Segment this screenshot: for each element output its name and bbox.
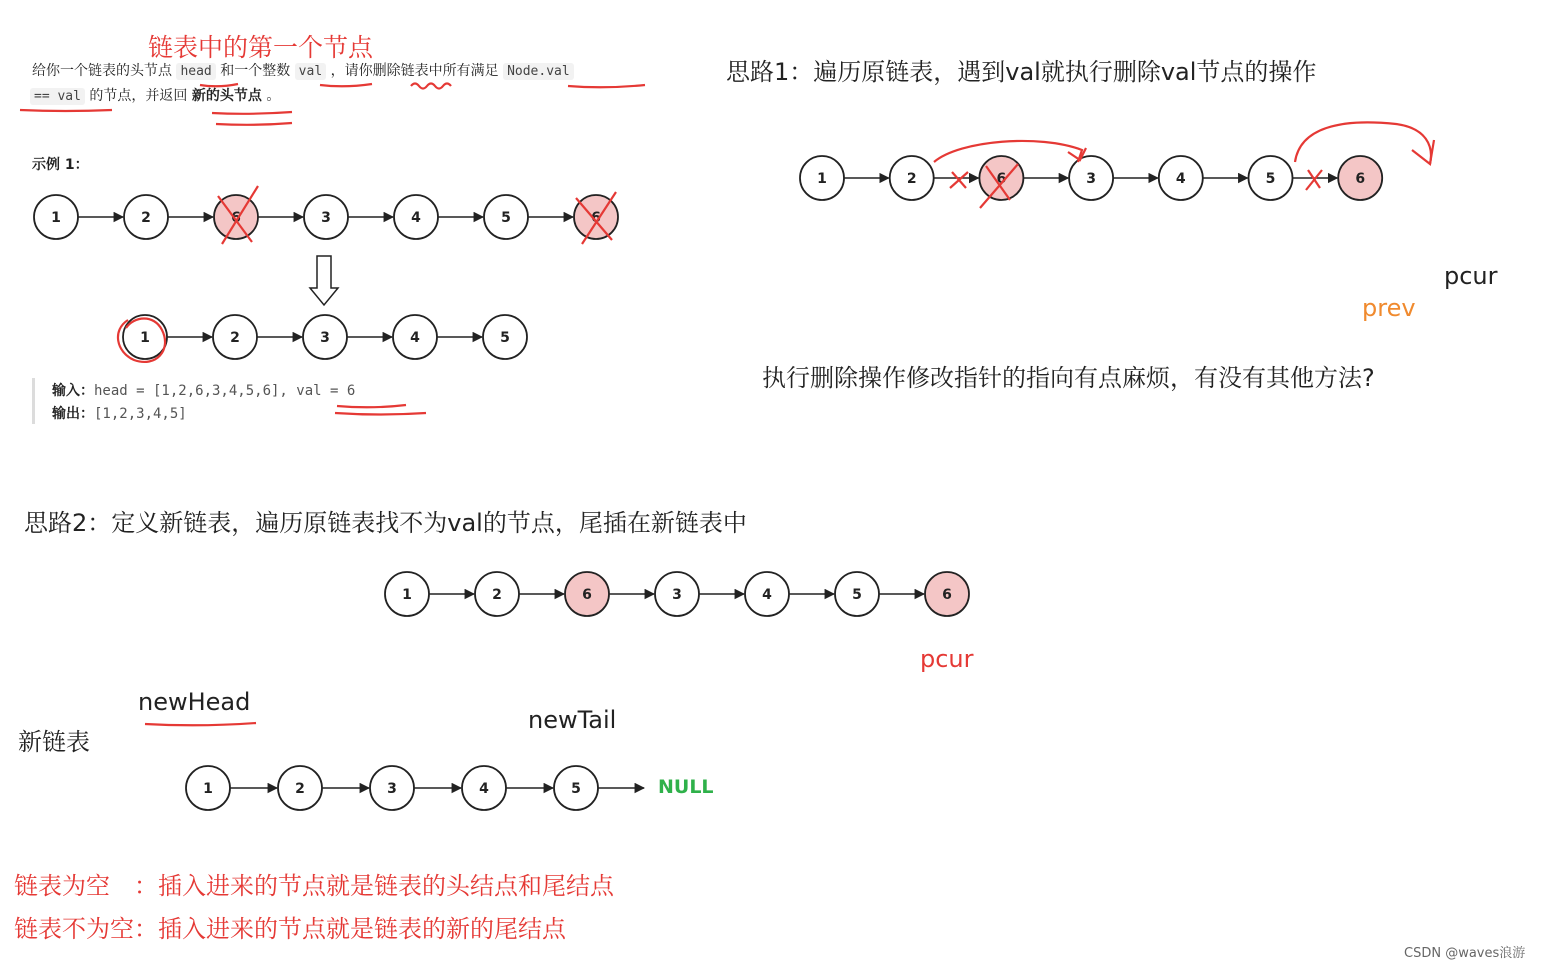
node-value: 2 <box>492 587 502 603</box>
list-node <box>462 766 506 810</box>
idea2-pcur-label: pcur <box>920 645 974 673</box>
list-node <box>554 766 598 810</box>
list-node <box>483 315 527 359</box>
idea2-list-list <box>385 572 969 616</box>
new-tail-label: newTail <box>528 706 617 734</box>
list-node <box>303 315 347 359</box>
node-value: 1 <box>402 587 412 603</box>
node-value: 5 <box>852 587 862 603</box>
node-value: 4 <box>411 210 421 226</box>
input-label: 输入： <box>52 383 94 399</box>
node-value: 6 <box>1355 171 1366 187</box>
code-eqval: == val <box>30 88 85 105</box>
node-value: 2 <box>295 781 305 797</box>
list-node <box>124 195 168 239</box>
code-val: val <box>295 63 326 80</box>
rule-nonempty-list: 链表不为空：插入进来的节点就是链表的新的尾结点 <box>14 915 566 943</box>
node-value: 6 <box>942 587 952 603</box>
problem-line-1 <box>32 60 574 83</box>
list-node <box>186 766 230 810</box>
node-value: 6 <box>996 171 1007 187</box>
node-value: 1 <box>203 781 213 797</box>
node-value: 2 <box>230 330 240 346</box>
list-node <box>304 195 348 239</box>
node-value: 1 <box>817 171 827 187</box>
list-node <box>278 766 322 810</box>
rule-empty-list: 链表为空 ：插入进来的节点就是链表的头结点和尾结点 <box>14 872 614 900</box>
idea1-list-list <box>800 156 1382 200</box>
list-node <box>925 572 969 616</box>
list-node <box>385 572 429 616</box>
list-node <box>213 315 257 359</box>
node-value: 1 <box>51 210 61 226</box>
list-node <box>1338 156 1382 200</box>
first-node-annotation: 链表中的第一个节点 <box>148 33 374 62</box>
list-node <box>393 315 437 359</box>
down-arrow-icon <box>310 256 338 305</box>
node-value: 6 <box>591 210 601 226</box>
original-example-list <box>34 195 618 239</box>
example-title: 示例 1： <box>32 157 89 173</box>
node-value: 4 <box>410 330 420 346</box>
idea2-title: 思路2：定义新链表，遍历原链表找不为val的节点，尾插在新链表中 <box>24 509 747 537</box>
example-input <box>52 380 355 400</box>
list-node <box>979 156 1023 200</box>
node-value: 3 <box>321 210 331 226</box>
node-value: 3 <box>1086 171 1096 187</box>
node-value: 4 <box>479 781 489 797</box>
idea1-note: 执行删除操作修改指针的指向有点麻烦，有没有其他方法? <box>762 364 1375 392</box>
list-node <box>475 572 519 616</box>
output-value: [1,2,3,4,5] <box>94 406 187 422</box>
list-node <box>800 156 844 200</box>
node-value: 3 <box>672 587 682 603</box>
node-value: 4 <box>1175 171 1186 187</box>
list-node <box>394 195 438 239</box>
node-value: 1 <box>140 330 150 346</box>
list-node <box>890 156 934 200</box>
new-head-bold: 新的头节点 <box>191 88 262 104</box>
code-head: head <box>176 63 215 80</box>
list-node <box>655 572 699 616</box>
input-value: head = [1,2,6,3,4,5,6], val = 6 <box>94 383 356 399</box>
example-quote-bar <box>32 378 35 424</box>
null-label: NULL <box>658 776 714 798</box>
red-annotations <box>20 84 1434 726</box>
idea1-pcur-label: pcur <box>1444 262 1498 290</box>
output-label: 输出： <box>52 406 94 422</box>
list-node <box>484 195 528 239</box>
problem-text: 和一个整数 <box>220 63 291 79</box>
idea1-prev-label: prev <box>1362 294 1416 322</box>
problem-text: 给你一个链表的头节点 <box>32 63 172 79</box>
problem-text: 。 <box>266 88 281 104</box>
list-node <box>574 195 618 239</box>
node-value: 5 <box>571 781 581 797</box>
node-value: 5 <box>501 210 511 226</box>
list-node <box>565 572 609 616</box>
list-node <box>1249 156 1293 200</box>
new-list-label: 新链表 <box>18 728 90 756</box>
node-value: 2 <box>141 210 151 226</box>
list-node <box>214 195 258 239</box>
node-value: 3 <box>387 781 397 797</box>
result-example-list <box>123 315 527 359</box>
node-value: 3 <box>320 330 330 346</box>
list-node <box>835 572 879 616</box>
problem-line-2 <box>30 85 280 108</box>
example-output <box>52 403 187 423</box>
problem-text: ，请你删除链表中所有满足 <box>330 63 499 79</box>
list-node <box>745 572 789 616</box>
list-node <box>370 766 414 810</box>
node-value: 6 <box>231 210 241 226</box>
new-list-list <box>186 766 644 810</box>
list-node <box>34 195 78 239</box>
node-value: 5 <box>1265 171 1276 187</box>
csdn-watermark: CSDN @waves浪游 <box>1404 946 1526 961</box>
list-node <box>1069 156 1113 200</box>
list-node <box>123 315 167 359</box>
problem-text: 的节点，并返回 <box>89 88 188 104</box>
list-node <box>1159 156 1203 200</box>
node-value: 5 <box>500 330 510 346</box>
code-nodeval: Node.val <box>503 63 574 80</box>
idea1-title: 思路1：遍历原链表，遇到val就执行删除val节点的操作 <box>726 58 1317 86</box>
node-value: 4 <box>762 587 772 603</box>
node-value: 2 <box>906 171 917 187</box>
node-value: 6 <box>582 587 592 603</box>
new-head-label: newHead <box>138 688 251 716</box>
